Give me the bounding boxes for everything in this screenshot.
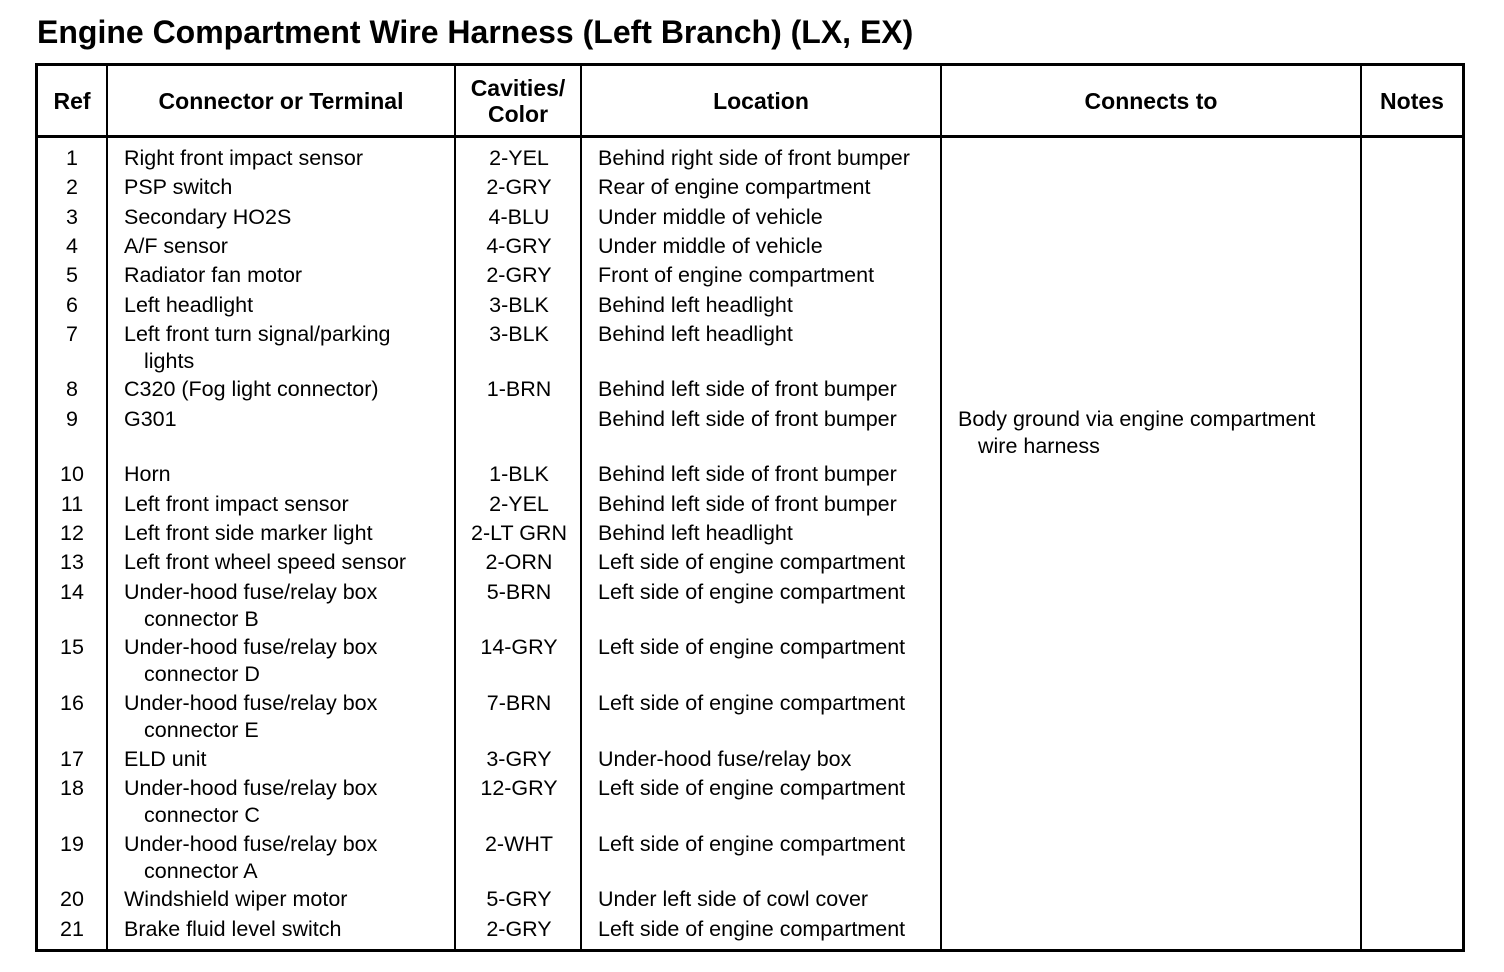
cavities-value: 4-BLU [488,204,550,229]
ref-value: 1 [66,146,78,170]
row-location [598,145,910,172]
row-location [598,916,905,943]
location-value: Under middle of vehicle [598,233,823,258]
connector-value: G301 [124,406,177,431]
header-notes: Notes [1380,87,1444,114]
ref-value: 21 [60,916,84,941]
cavities-value: 7-BRN [486,690,552,715]
connector-value: A/F sensor [124,233,228,258]
location-value: Behind left side of front bumper [598,377,897,402]
row-location [598,746,851,773]
row-ref [40,406,104,433]
connector-value: Under-hood fuse/relay box [124,831,378,856]
row-ref [40,916,104,943]
row-connector [124,579,377,633]
ref-value: 11 [60,491,84,516]
row-location [598,292,793,319]
location-value: Rear of engine compartment [598,175,871,200]
connects-to-value: Body ground via engine compartment [958,406,1316,431]
row-ref [40,746,104,773]
row-cavities [457,233,581,260]
connector-value: Under-hood fuse/relay box [124,690,378,715]
row-ref [40,262,104,289]
connector-value: Brake fluid level switch [124,916,342,941]
cavities-value: 2-GRY [486,263,552,288]
row-connector [124,746,206,773]
page-title: Engine Compartment Wire Harness (Left Branch) (LX, EX) [37,14,914,50]
row-connector [124,145,363,172]
cavities-value: 2-WHT [484,831,554,856]
row-ref [40,461,104,488]
row-location [598,831,905,858]
location-value: Left side of engine compartment [598,635,906,660]
row-location [598,886,868,913]
location-value: Left side of engine compartment [598,916,906,941]
ref-value: 18 [60,775,84,800]
cavities-value: 2-YEL [489,491,549,516]
header-ref: Ref [53,87,91,114]
row-ref [40,831,104,858]
column-divider [454,66,456,949]
ref-value: 6 [66,292,78,317]
connector-value-continued: connector B [144,606,259,631]
row-ref [40,174,104,201]
row-connector [124,916,341,943]
cavities-value: 4-GRY [486,233,552,258]
row-cavities [457,491,581,518]
row-connector [124,174,232,201]
cavities-value: 2-GRY [486,175,552,200]
ref-value: 20 [60,887,84,912]
row-location [598,204,823,231]
row-ref [40,376,104,403]
row-ref [40,292,104,319]
connector-value: ELD unit [124,746,207,771]
row-location [598,461,897,488]
row-ref [40,145,104,172]
row-location [598,406,897,433]
ref-value: 15 [60,635,84,660]
row-location [598,233,823,260]
row-connector [124,461,171,488]
header-connector: Connector or Terminal [158,87,404,114]
row-connector [124,549,406,576]
location-value: Under-hood fuse/relay box [598,746,852,771]
row-cavities [457,549,581,576]
row-cavities [457,690,581,717]
cavities-value: 2-GRY [486,916,552,941]
row-location [598,579,905,606]
row-location [598,376,897,403]
harness-table [35,63,1465,952]
row-connector [124,262,302,289]
ref-value: 2 [66,175,78,200]
ref-value: 10 [60,462,84,487]
location-value: Left side of engine compartment [598,579,906,604]
row-location [598,690,905,717]
row-connector [124,775,377,829]
row-cavities [457,579,581,606]
location-value: Behind left headlight [598,292,793,317]
row-ref [40,690,104,717]
cavities-value: 2-LT GRN [471,521,567,546]
row-connector [124,634,377,688]
connector-value: Windshield wiper motor [124,887,348,912]
ref-value: 19 [60,831,84,856]
ref-value: 16 [60,690,84,715]
row-cavities [457,145,581,172]
connector-value: Under-hood fuse/relay box [124,635,378,660]
row-ref [40,321,104,348]
row-connector [124,292,253,319]
row-connector [124,321,391,375]
location-value: Left side of engine compartment [598,690,906,715]
ref-value: 3 [66,204,78,229]
connector-value: Left front turn signal/parking [124,321,391,346]
ref-value: 7 [66,321,78,346]
connector-value: Under-hood fuse/relay box [124,775,378,800]
cavities-value: 5-GRY [486,887,552,912]
location-value: Behind left side of front bumper [598,462,897,487]
row-cavities [457,831,581,858]
row-cavities [457,321,581,348]
row-connector [124,233,228,260]
connector-value-continued: connector A [144,858,258,883]
cavities-value: 3-BLK [489,292,549,317]
ref-value: 17 [60,746,84,771]
row-ref [40,491,104,518]
connector-value: Under-hood fuse/relay box [124,579,378,604]
connects-to-value-continued: wire harness [978,433,1100,458]
row-cavities [457,775,581,802]
row-location [598,634,905,661]
row-connector [124,520,373,547]
cavities-value: 14-GRY [480,635,558,660]
row-ref [40,233,104,260]
row-connector [124,204,291,231]
column-divider [106,66,108,949]
connector-value-continued: connector D [144,662,260,687]
connector-value: Radiator fan motor [124,263,303,288]
header-connects-to: Connects to [1084,87,1218,114]
row-cavities [457,746,581,773]
cavities-value: 3-BLK [489,321,549,346]
cavities-value: 2-ORN [485,550,553,575]
connector-value: PSP switch [124,175,233,200]
row-connector [124,831,377,885]
connector-value: Left front wheel speed sensor [124,550,407,575]
row-connects-to [958,406,1315,460]
cavities-value: 2-YEL [489,146,549,170]
row-ref [40,520,104,547]
row-cavities [457,520,581,547]
row-location [598,491,897,518]
row-connector [124,690,377,744]
location-value: Left side of engine compartment [598,831,906,856]
row-cavities [457,262,581,289]
column-divider [940,66,942,949]
row-ref [40,549,104,576]
row-location [598,262,874,289]
row-cavities [457,634,581,661]
row-location [598,549,905,576]
ref-value: 4 [66,233,78,258]
ref-value: 5 [66,263,78,288]
ref-value: 8 [66,377,78,402]
row-location [598,174,870,201]
connector-value: Secondary HO2S [124,204,292,229]
location-value: Front of engine compartment [598,263,875,288]
location-value: Behind left side of front bumper [598,491,897,516]
row-ref [40,886,104,913]
row-cavities [457,204,581,231]
row-ref [40,775,104,802]
connector-value-continued: lights [144,348,195,373]
column-divider [1360,66,1362,949]
connector-value-continued: connector E [144,717,259,742]
connector-value-continued: connector C [144,802,260,827]
connector-value: Left front impact sensor [124,491,349,516]
location-value: Behind left side of front bumper [598,406,897,431]
header-location: Location [713,87,809,114]
ref-value: 9 [66,406,78,431]
location-value: Left side of engine compartment [598,775,906,800]
row-location [598,321,793,348]
location-value: Under left side of cowl cover [598,887,869,912]
location-value: Behind left headlight [598,321,793,346]
ref-value: 13 [60,550,84,575]
location-value: Behind left headlight [598,521,793,546]
row-cavities [457,916,581,943]
header-divider [38,135,1462,138]
row-cavities [457,174,581,201]
location-value: Behind right side of front bumper [598,146,910,170]
row-ref [40,634,104,661]
row-ref [40,579,104,606]
row-ref [40,204,104,231]
row-cavities [457,461,581,488]
location-value: Left side of engine compartment [598,550,906,575]
row-connector [124,406,177,433]
row-location [598,775,905,802]
row-connector [124,491,349,518]
connector-value: C320 (Fog light connector) [124,377,379,402]
cavities-value: 12-GRY [480,775,558,800]
header-cavities: Cavities/ Color [470,74,566,127]
cavities-value: 5-BRN [486,579,552,604]
connector-value: Right front impact sensor [124,146,363,170]
row-connector [124,376,379,403]
row-location [598,520,793,547]
cavities-value: 1-BRN [486,377,552,402]
connector-value: Horn [124,462,171,487]
ref-value: 14 [60,579,84,604]
row-cavities [457,376,581,403]
row-cavities [457,886,581,913]
cavities-value: 3-GRY [486,746,552,771]
connector-value: Left front side marker light [124,521,373,546]
connector-value: Left headlight [124,292,254,317]
cavities-value: 1-BLK [489,462,549,487]
location-value: Under middle of vehicle [598,204,823,229]
row-cavities [457,292,581,319]
ref-value: 12 [60,521,84,546]
row-connector [124,886,347,913]
